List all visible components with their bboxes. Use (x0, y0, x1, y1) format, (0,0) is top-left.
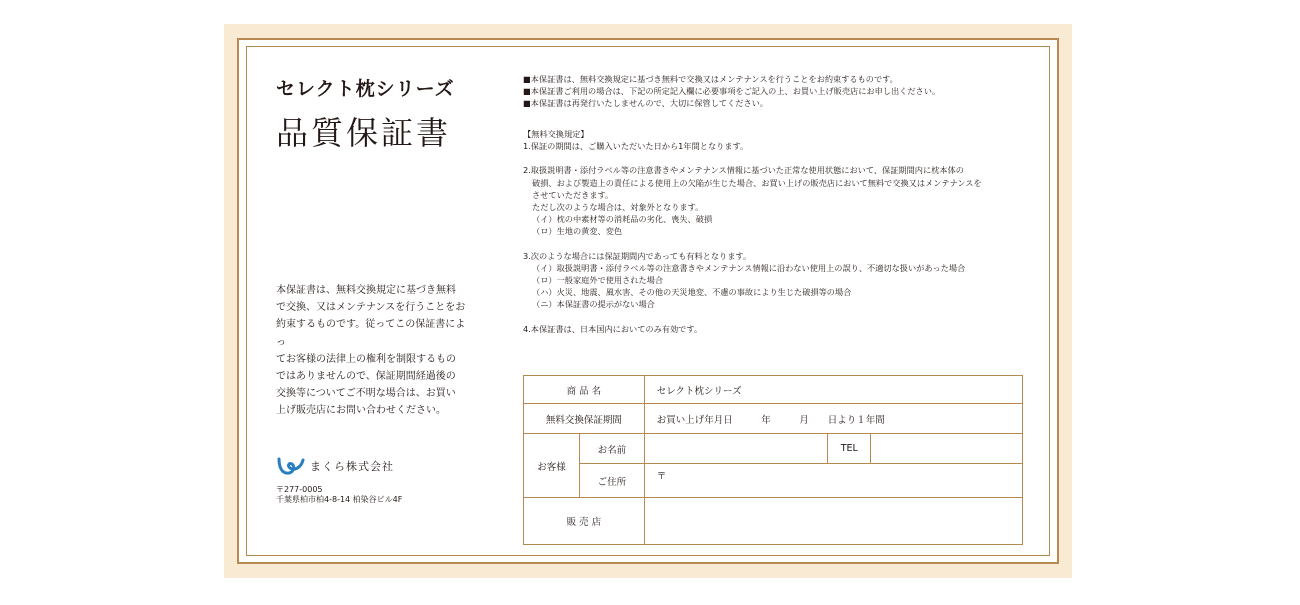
rule-item-4: 4.本保証書は、日本国内においてのみ有効です。 (523, 323, 703, 334)
warranty-form-table (523, 375, 1023, 545)
rule-item-3-line: （イ）取扱説明書・添付ラベル等の注意書きやメンテナンス情報に沿わない使用上の誤り、不適切な扱いがあった場合 (532, 262, 966, 273)
summary-line: 本保証書は、無料交換規定に基づき無料 (276, 285, 456, 296)
rule-item-2-line: （ロ）生地の黄変、変色 (532, 226, 623, 237)
summary-line: ではありませんので、保証期間経過後の (276, 371, 456, 383)
makura-wave-logo-icon (276, 455, 306, 477)
rule-item-2-line: させていただきます。 (532, 189, 614, 200)
notice-list (523, 73, 940, 110)
postal-code: 〒277-0005 (276, 485, 323, 494)
address-label: ご住所 (579, 464, 644, 498)
notice-item: ■本保証書ご利用の場合は、下記の所定記入欄に必要事項をご記入の上、お買い上げ販売店にお申し出ください。 (523, 86, 941, 97)
rule-item-3-line: （ハ）火災、地震、風水害、その他の天災地変、不慮の事故により生じた破損等の場合 (532, 287, 852, 298)
summary-line: 約束するものです。従ってこの保証書によっ (276, 319, 466, 348)
company-address: 千葉県柏市柏4-8-14 柏染谷ビル4F (276, 495, 403, 503)
address-field[interactable] (644, 464, 1022, 498)
document-title: 品質保証書 (276, 114, 452, 152)
rule-item-3-line: 3.次のような場合には保証期間内であっても有料となります。 (523, 250, 752, 261)
summary-line: で交換、又はメンテナンスを行うことをお (276, 302, 466, 314)
period-value: お買い上げ年月日 年 月 日より１年間 (644, 404, 1022, 434)
rule-item-1: 1.保証の期間は、ご購入いただいた日から1年間となります。 (523, 141, 749, 152)
shop-field[interactable] (644, 498, 1022, 545)
product-value: セレクト枕シリーズ (644, 376, 1022, 404)
rule-item-3-line: （ロ）一般家庭外で使用された場合 (532, 275, 664, 286)
company-name: まくら株式会社 (310, 460, 394, 473)
rule-item-2-line: 破損、および製造上の責任による使用上の欠陥が生じた場合、お買い上げの販売店において無料で交換又はメンテナンスを (532, 177, 982, 188)
customer-label: お客様 (524, 434, 580, 498)
rules-heading: 【無料交換規定】 (523, 129, 589, 139)
company-logo (276, 455, 394, 477)
period-row (524, 404, 1023, 434)
customer-address-row (524, 464, 1023, 498)
rule-item-2-line: 2.取扱説明書・添付ラベル等の注意書きやメンテナンス情報に基づいた正常な使用状態において、保証期間内に枕本体の (523, 165, 964, 176)
warranty-summary (276, 282, 466, 420)
tel-label: TEL (828, 434, 871, 464)
summary-line: てお客様の法律上の権利を制限するもの (276, 353, 456, 365)
rule-item-2-line: ただし次のような場合は、対象外となります。 (532, 202, 704, 213)
name-field[interactable] (644, 434, 828, 464)
rule-item-3-line: （ニ）本保証書の提示がない場合 (532, 299, 655, 310)
summary-line: 上げ販売店にお問い合わせください。 (276, 405, 446, 417)
tel-field[interactable] (871, 434, 1023, 464)
product-row (524, 376, 1023, 404)
notice-item: ■本保証書は再発行いたしませんので、大切に保管してください。 (523, 98, 769, 109)
summary-line: 交換等についてご不明な場合は、お買い (276, 388, 456, 400)
free-exchange-rules (523, 128, 1033, 335)
notice-item: ■本保証書は、無料交換規定に基づき無料で交換又はメンテナンスを行うことをお約束するものです。 (523, 74, 898, 84)
product-label: 商 品 名 (524, 376, 645, 404)
name-label: お名前 (579, 434, 644, 464)
period-label: 無料交換保証期間 (524, 404, 645, 434)
rule-item-2-line: （イ）枕の中素材等の消耗品の劣化、喪失、破損 (532, 214, 713, 225)
shop-row (524, 498, 1023, 545)
series-name: セレクト枕シリーズ (276, 78, 455, 100)
shop-label: 販 売 店 (524, 498, 645, 545)
customer-name-row (524, 434, 1023, 464)
postal-mark: 〒 (656, 471, 667, 482)
